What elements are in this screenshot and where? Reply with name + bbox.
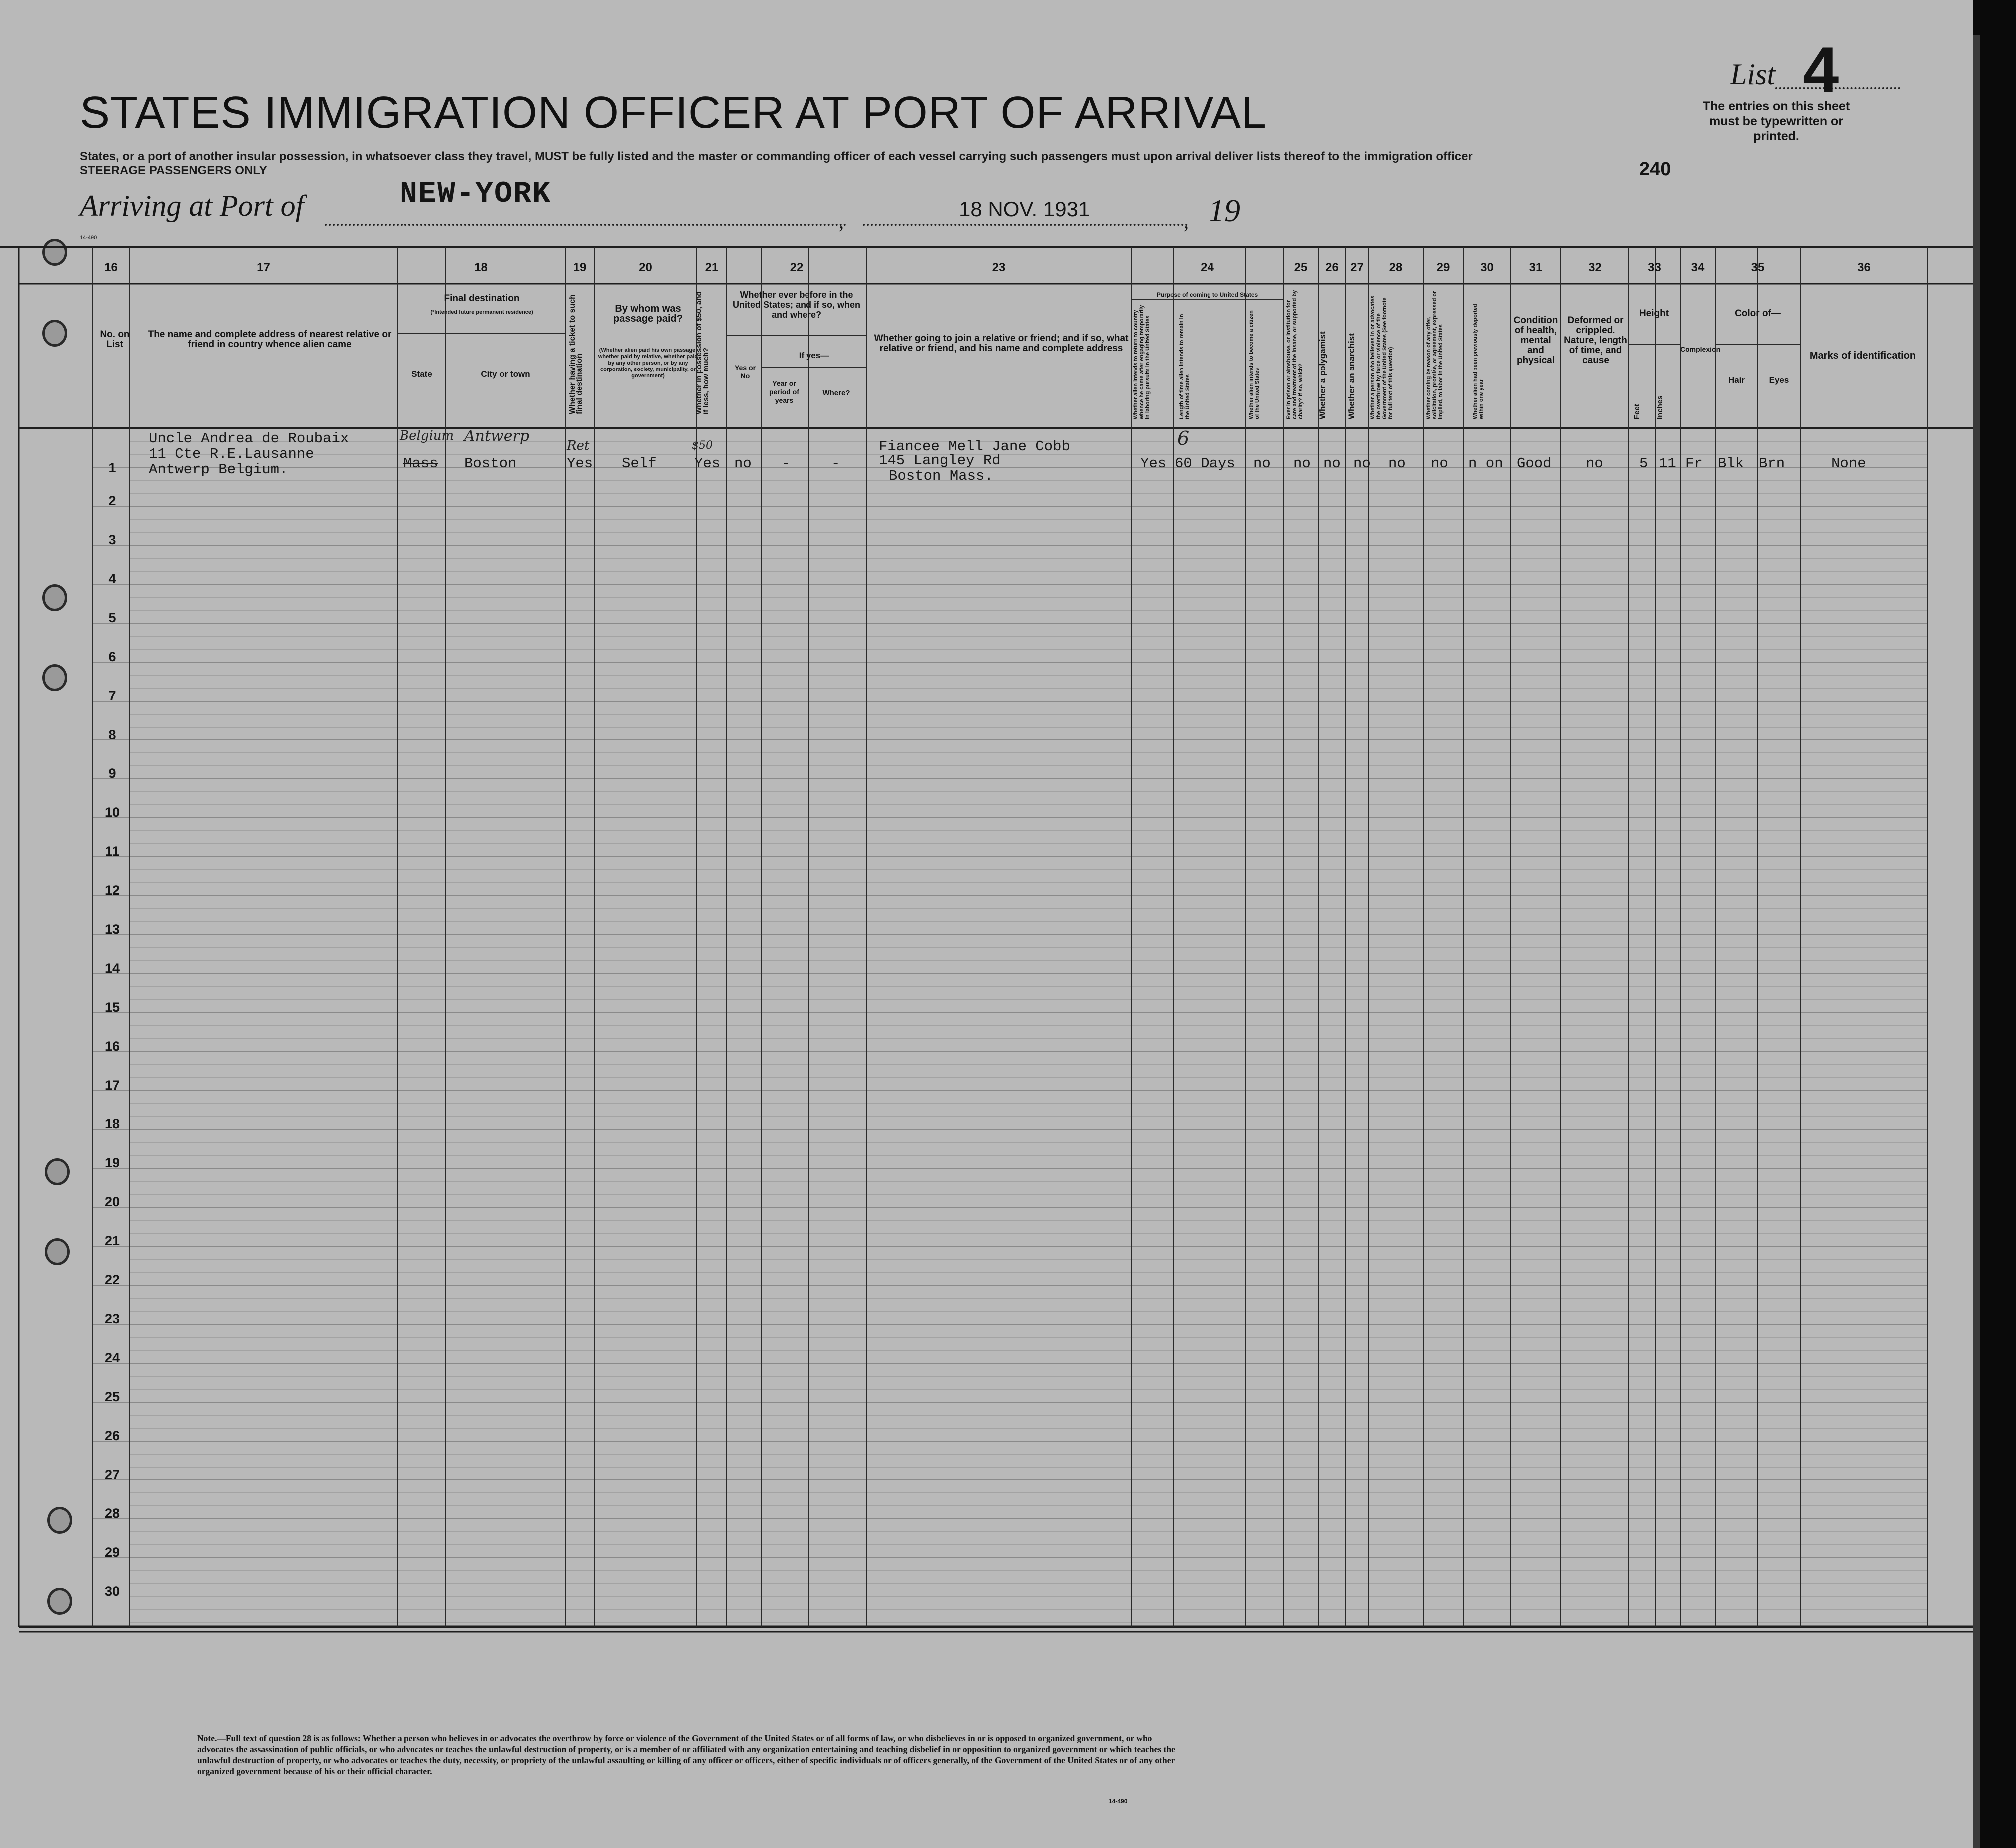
- header-year: Year or period of years: [769, 379, 799, 404]
- joining-line1: Fiancee Mell Jane Cobb: [879, 438, 1070, 455]
- header-anarchist: Whether an anarchist: [1347, 333, 1356, 419]
- before-year-value: -: [782, 455, 791, 472]
- page-title: STATES IMMIGRATION OFFICER AT PORT OF ARRIVAL: [80, 88, 1267, 138]
- header-ticket: Whether having a ticket to such final destination: [568, 294, 584, 414]
- column-number: 22: [790, 261, 804, 274]
- column-number: 28: [1389, 261, 1403, 274]
- header-instruction: States, or a port of another insular possession, in whatsoever class they travel, MUST be fully listed and the master or commanding officer of each vessel carrying such passengers must upon arrival deliver lists thereof to the immigration officer: [80, 150, 1473, 163]
- row-number: 13: [104, 922, 120, 937]
- deported-value: n on: [1468, 455, 1503, 472]
- header-height: Height: [1639, 308, 1669, 319]
- row-number: 14: [104, 961, 120, 976]
- hair-value: Blk: [1718, 455, 1744, 472]
- header-polygamist: Whether a polygamist: [1318, 331, 1327, 419]
- prison-value: no: [1293, 455, 1311, 472]
- row-number: 6: [108, 649, 116, 664]
- column-number: 23: [992, 261, 1006, 274]
- list-number: 4: [1803, 33, 1839, 106]
- stay-handwritten: 6: [1177, 427, 1190, 449]
- header-passage-paid-sub: (Whether alien paid his own passage, whether paid by relative, whether paid by any other person, or by any corporation, society, municipality, or government): [598, 347, 698, 379]
- header-state: State: [411, 370, 432, 379]
- header-color-of: Color of—: [1735, 308, 1781, 319]
- column-number: 33: [1648, 261, 1661, 274]
- city-typed: Boston: [464, 455, 517, 472]
- header-money: Whether in possession of $50, and if less, how much?: [695, 291, 710, 414]
- header-feet: Feet: [1633, 404, 1641, 419]
- column-number: 19: [573, 261, 587, 274]
- stay-length-value: 60 Days: [1175, 455, 1235, 472]
- row-number: 17: [104, 1078, 120, 1093]
- row-number: 7: [108, 688, 116, 703]
- header-passage-paid: By whom was passage paid?: [613, 303, 683, 324]
- column-number: 24: [1201, 261, 1214, 274]
- labor-offer-value: no: [1431, 455, 1448, 472]
- header-inches: Inches: [1656, 395, 1664, 419]
- row-number: 19: [104, 1155, 120, 1170]
- row-number: 3: [108, 532, 116, 547]
- column-number: 32: [1588, 261, 1602, 274]
- port-comma: ,: [839, 210, 844, 233]
- row-number: 18: [104, 1116, 120, 1131]
- overthrow-value: no: [1388, 455, 1406, 472]
- ticket-value: Yes: [567, 455, 593, 472]
- form-code: 14-490: [80, 235, 97, 241]
- list-note: The entries on this sheet must be typewritten or printed.: [1702, 99, 1850, 143]
- anarchist-value: no: [1353, 455, 1371, 472]
- money-handwritten: $50: [692, 439, 713, 452]
- header-complexion: Complexion: [1680, 345, 1721, 353]
- column-number: 25: [1294, 261, 1308, 274]
- row-number: 5: [108, 610, 116, 625]
- ticket-handwritten: Ret: [567, 438, 590, 453]
- row-number: 29: [104, 1545, 120, 1560]
- header-relative-address: The name and complete address of nearest relative or friend in country whence alien came: [148, 329, 392, 350]
- column-number: 17: [257, 261, 270, 274]
- row-number: 22: [104, 1272, 120, 1287]
- header-class: STEERAGE PASSENGERS ONLY: [80, 164, 267, 177]
- row-number: 4: [108, 571, 116, 586]
- column-number: 20: [639, 261, 652, 274]
- row-number: 27: [104, 1467, 120, 1482]
- header-overthrow: Whether a person who believes in or advocates the overthrow by force or violence of the Government of the United States (See footnote for full text of this question): [1370, 295, 1394, 419]
- header-prison: Ever in prison or almshouse, or institution for care and treatment of the insane, or supported by charity? If so, which?: [1286, 290, 1304, 419]
- deformed-value: no: [1586, 455, 1603, 472]
- column-number: 36: [1857, 261, 1871, 274]
- height-feet-value: 5: [1639, 455, 1648, 472]
- row-number: 16: [104, 1039, 120, 1054]
- footnote-question-28: Note.—Full text of question 28 is as follows: Whether a person who believes in or advocates the overthrow by force or violence of the Government of the United States or of all forms of law, or who disbelieves in or is opposed to organized government, or who advocates the assassination of public officials, or who advocates or teaches the unlawful destruction of property, or is a member of or affiliated with any organization entertaining and teaching disbelief in or opposition to organized government or which teaches the unlawful destruction of property, or who advocates or teaches the duty, necessity, or propriety of the unlawful assaulting or killing of any officer or officers, either of specific individuals or of officers generally, of the Government of the United States or of any other organized government because of his or their official character.: [197, 1733, 1175, 1776]
- header-purpose: Purpose of coming to United States: [1156, 291, 1258, 298]
- eyes-value: Brn: [1759, 455, 1785, 472]
- date-comma: ,: [1184, 210, 1189, 233]
- year-suffix: 19: [1209, 193, 1240, 228]
- header-no-on-list: No. on List: [100, 329, 130, 350]
- row-number: 15: [104, 1000, 120, 1015]
- column-number: 26: [1325, 261, 1339, 274]
- column-number: 30: [1480, 261, 1494, 274]
- row-number: 10: [104, 805, 120, 820]
- joining-line3: Boston Mass.: [889, 468, 993, 484]
- money-value: Yes: [694, 455, 721, 472]
- row-number: 20: [104, 1194, 120, 1209]
- row-number: 25: [104, 1389, 120, 1404]
- row-number: 28: [104, 1506, 120, 1521]
- header-deformed: Deformed or crippled. Nature, length of time, and cause: [1564, 315, 1627, 366]
- header-final-destination: Final destination: [444, 293, 520, 304]
- relative-address-line2: 11 Cte R.E.Lausanne: [149, 446, 314, 462]
- column-number: 27: [1350, 261, 1364, 274]
- header-labor-offer: Whether coming by reason of any offer, solicitation, promise, or agreement, expressed or implied, to labor in the United States: [1426, 291, 1444, 419]
- row-number: 26: [104, 1428, 120, 1443]
- page-stamp: 240: [1639, 159, 1671, 180]
- row-number: 9: [108, 766, 116, 781]
- relative-address-line3: Antwerp Belgium.: [149, 461, 288, 478]
- header-marks: Marks of identification: [1809, 350, 1916, 361]
- column-number: 21: [705, 261, 719, 274]
- column-number: 31: [1529, 261, 1543, 274]
- header-return-intent: Whether alien intends to return to country whence he came after engaging temporarily in laboring pursuits in the United States: [1133, 305, 1151, 419]
- header-joining: Whether going to join a relative or friend; and if so, what relative or friend, and his name and complete address: [874, 333, 1129, 354]
- column-number: 29: [1436, 261, 1450, 274]
- header-if-yes: If yes—: [799, 351, 829, 360]
- header-before-in-us: Whether ever before in the United States; and if so, when and where?: [732, 290, 861, 320]
- header-where: Where?: [822, 389, 850, 397]
- passage-paid-value: Self: [622, 455, 657, 472]
- citizen-value: no: [1253, 455, 1271, 472]
- column-number: 35: [1751, 261, 1765, 274]
- relative-address-line1: Uncle Andrea de Roubaix: [149, 430, 349, 447]
- header-city: City or town: [481, 370, 530, 379]
- health-value: Good: [1517, 455, 1552, 472]
- state-typed: Mass: [403, 455, 438, 472]
- row-number: 8: [108, 727, 116, 742]
- footnote-form-code: 14-490: [1109, 1798, 1128, 1805]
- state-handwritten: Belgium: [400, 428, 454, 443]
- header-citizen-intent: Whether alien intends to become a citizen of the United States: [1248, 310, 1260, 419]
- complexion-value: Fr: [1685, 455, 1703, 472]
- row-number: 23: [104, 1311, 120, 1326]
- header-hair: Hair: [1728, 375, 1745, 385]
- return-intent-value: Yes: [1140, 455, 1167, 472]
- header-deported: Whether alien had been previously deported within one year: [1472, 304, 1484, 419]
- row-number: 30: [104, 1584, 120, 1599]
- row-number: 21: [104, 1233, 120, 1248]
- list-label: List: [1730, 58, 1776, 91]
- city-handwritten: Antwerp: [464, 427, 530, 445]
- header-eyes: Eyes: [1769, 375, 1789, 385]
- row-number: 2: [108, 493, 116, 508]
- marks-value: None: [1831, 455, 1866, 472]
- height-inches-value: 11: [1659, 455, 1676, 472]
- row-number: 24: [104, 1350, 120, 1365]
- column-number: 34: [1691, 261, 1705, 274]
- joining-line2: 145 Langley Rd: [879, 452, 1001, 469]
- polygamist-value: no: [1323, 455, 1341, 472]
- before-yes-no-value: no: [734, 455, 752, 472]
- row-number: 11: [105, 844, 120, 859]
- header-yes-no: Yes or No: [734, 364, 756, 380]
- column-number: 18: [474, 261, 488, 274]
- column-number: 16: [104, 261, 118, 274]
- date-value: 18 NOV. 1931: [959, 197, 1090, 221]
- before-where-value: -: [831, 455, 840, 472]
- row-number: 12: [104, 883, 120, 898]
- row-number: 1: [108, 460, 116, 475]
- port-value: NEW-YORK: [400, 177, 552, 211]
- header-health: Condition of health, mental and physical: [1513, 315, 1558, 366]
- header-length-of-stay: Length of time alien intends to remain in the United States: [1179, 314, 1191, 419]
- arriving-label: Arriving at Port of: [80, 189, 304, 222]
- header-final-destination-sub: (*Intended future permanent residence): [430, 309, 533, 315]
